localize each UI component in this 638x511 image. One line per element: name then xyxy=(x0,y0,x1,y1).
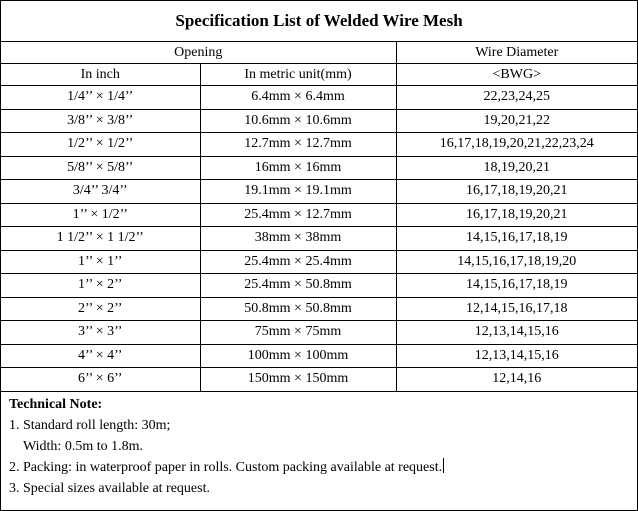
wire-diameter-header: Wire Diameter xyxy=(396,42,637,64)
table-row xyxy=(1,274,637,298)
inch-cell: 1/4’’ × 1/4’’ xyxy=(1,86,200,110)
inch-cell: 1’’ × 1/2’’ xyxy=(1,203,200,227)
table-row xyxy=(1,156,637,180)
bwg-cell: 12,14,16 xyxy=(396,368,637,392)
bwg-cell: 19,20,21,22 xyxy=(396,109,637,133)
metric-cell: 25.4mm × 50.8mm xyxy=(200,274,396,298)
metric-cell: 19.1mm × 19.1mm xyxy=(200,180,396,204)
note-line-1: 1. Standard roll length: 30m; xyxy=(9,417,171,433)
table-row xyxy=(1,297,637,321)
opening-header: Opening xyxy=(1,42,396,64)
inch-cell: 4’’ × 4’’ xyxy=(1,344,200,368)
bwg-cell: 16,17,18,19,20,21 xyxy=(396,180,637,204)
note-line-3 xyxy=(9,457,629,478)
metric-header: In metric unit(mm) xyxy=(200,64,396,86)
inch-cell: 6’’ × 6’’ xyxy=(1,368,200,392)
bwg-cell: 22,23,24,25 xyxy=(396,86,637,110)
table-row xyxy=(1,321,637,345)
table-row xyxy=(1,344,637,368)
table-row xyxy=(1,180,637,204)
metric-cell: 12.7mm × 12.7mm xyxy=(200,133,396,157)
metric-cell: 100mm × 100mm xyxy=(200,344,396,368)
metric-cell: 6.4mm × 6.4mm xyxy=(200,86,396,110)
notes-title: Technical Note: xyxy=(9,396,103,412)
metric-cell: 38mm × 38mm xyxy=(200,227,396,251)
bwg-cell: 16,17,18,19,20,21,22,23,24 xyxy=(396,133,637,157)
metric-cell: 75mm × 75mm xyxy=(200,321,396,345)
text-cursor xyxy=(443,458,444,473)
spec-table xyxy=(1,1,637,392)
bwg-cell: 18,19,20,21 xyxy=(396,156,637,180)
bwg-cell: 12,13,14,15,16 xyxy=(396,344,637,368)
table-row xyxy=(1,368,637,392)
inch-cell: 1’’ × 1’’ xyxy=(1,250,200,274)
table-row xyxy=(1,227,637,251)
metric-cell: 150mm × 150mm xyxy=(200,368,396,392)
inch-header: In inch xyxy=(1,64,200,86)
metric-cell: 16mm × 16mm xyxy=(200,156,396,180)
note-line-2: Width: 0.5m to 1.8m. xyxy=(23,438,143,454)
table-row xyxy=(1,133,637,157)
bwg-cell: 12,14,15,16,17,18 xyxy=(396,297,637,321)
bwg-cell: 14,15,16,17,18,19 xyxy=(396,227,637,251)
inch-cell: 1 1/2’’ × 1 1/2’’ xyxy=(1,227,200,251)
spec-rows xyxy=(1,86,637,392)
bwg-cell: 12,13,14,15,16 xyxy=(396,321,637,345)
table-row xyxy=(1,86,637,110)
metric-cell: 50.8mm × 50.8mm xyxy=(200,297,396,321)
note-line-3-text: 2. Packing: in waterproof paper in rolls. Custom packing available at request. xyxy=(9,459,443,475)
bwg-cell: 14,15,16,17,18,19,20 xyxy=(396,250,637,274)
bwg-cell: 16,17,18,19,20,21 xyxy=(396,203,637,227)
bwg-cell: 14,15,16,17,18,19 xyxy=(396,274,637,298)
technical-notes xyxy=(1,392,637,499)
inch-cell: 2’’ × 2’’ xyxy=(1,297,200,321)
table-row xyxy=(1,109,637,133)
metric-cell: 10.6mm × 10.6mm xyxy=(200,109,396,133)
inch-cell: 3/4’’ 3/4’’ xyxy=(1,180,200,204)
table-row xyxy=(1,250,637,274)
table-title: Specification List of Welded Wire Mesh xyxy=(1,1,637,42)
metric-cell: 25.4mm × 12.7mm xyxy=(200,203,396,227)
table-row xyxy=(1,203,637,227)
metric-cell: 25.4mm × 25.4mm xyxy=(200,250,396,274)
inch-cell: 3/8’’ × 3/8’’ xyxy=(1,109,200,133)
note-line-4: 3. Special sizes available at request. xyxy=(9,480,210,496)
inch-cell: 1’’ × 2’’ xyxy=(1,274,200,298)
inch-cell: 5/8’’ × 5/8’’ xyxy=(1,156,200,180)
inch-cell: 3’’ × 3’’ xyxy=(1,321,200,345)
bwg-header: <BWG> xyxy=(396,64,637,86)
inch-cell: 1/2’’ × 1/2’’ xyxy=(1,133,200,157)
